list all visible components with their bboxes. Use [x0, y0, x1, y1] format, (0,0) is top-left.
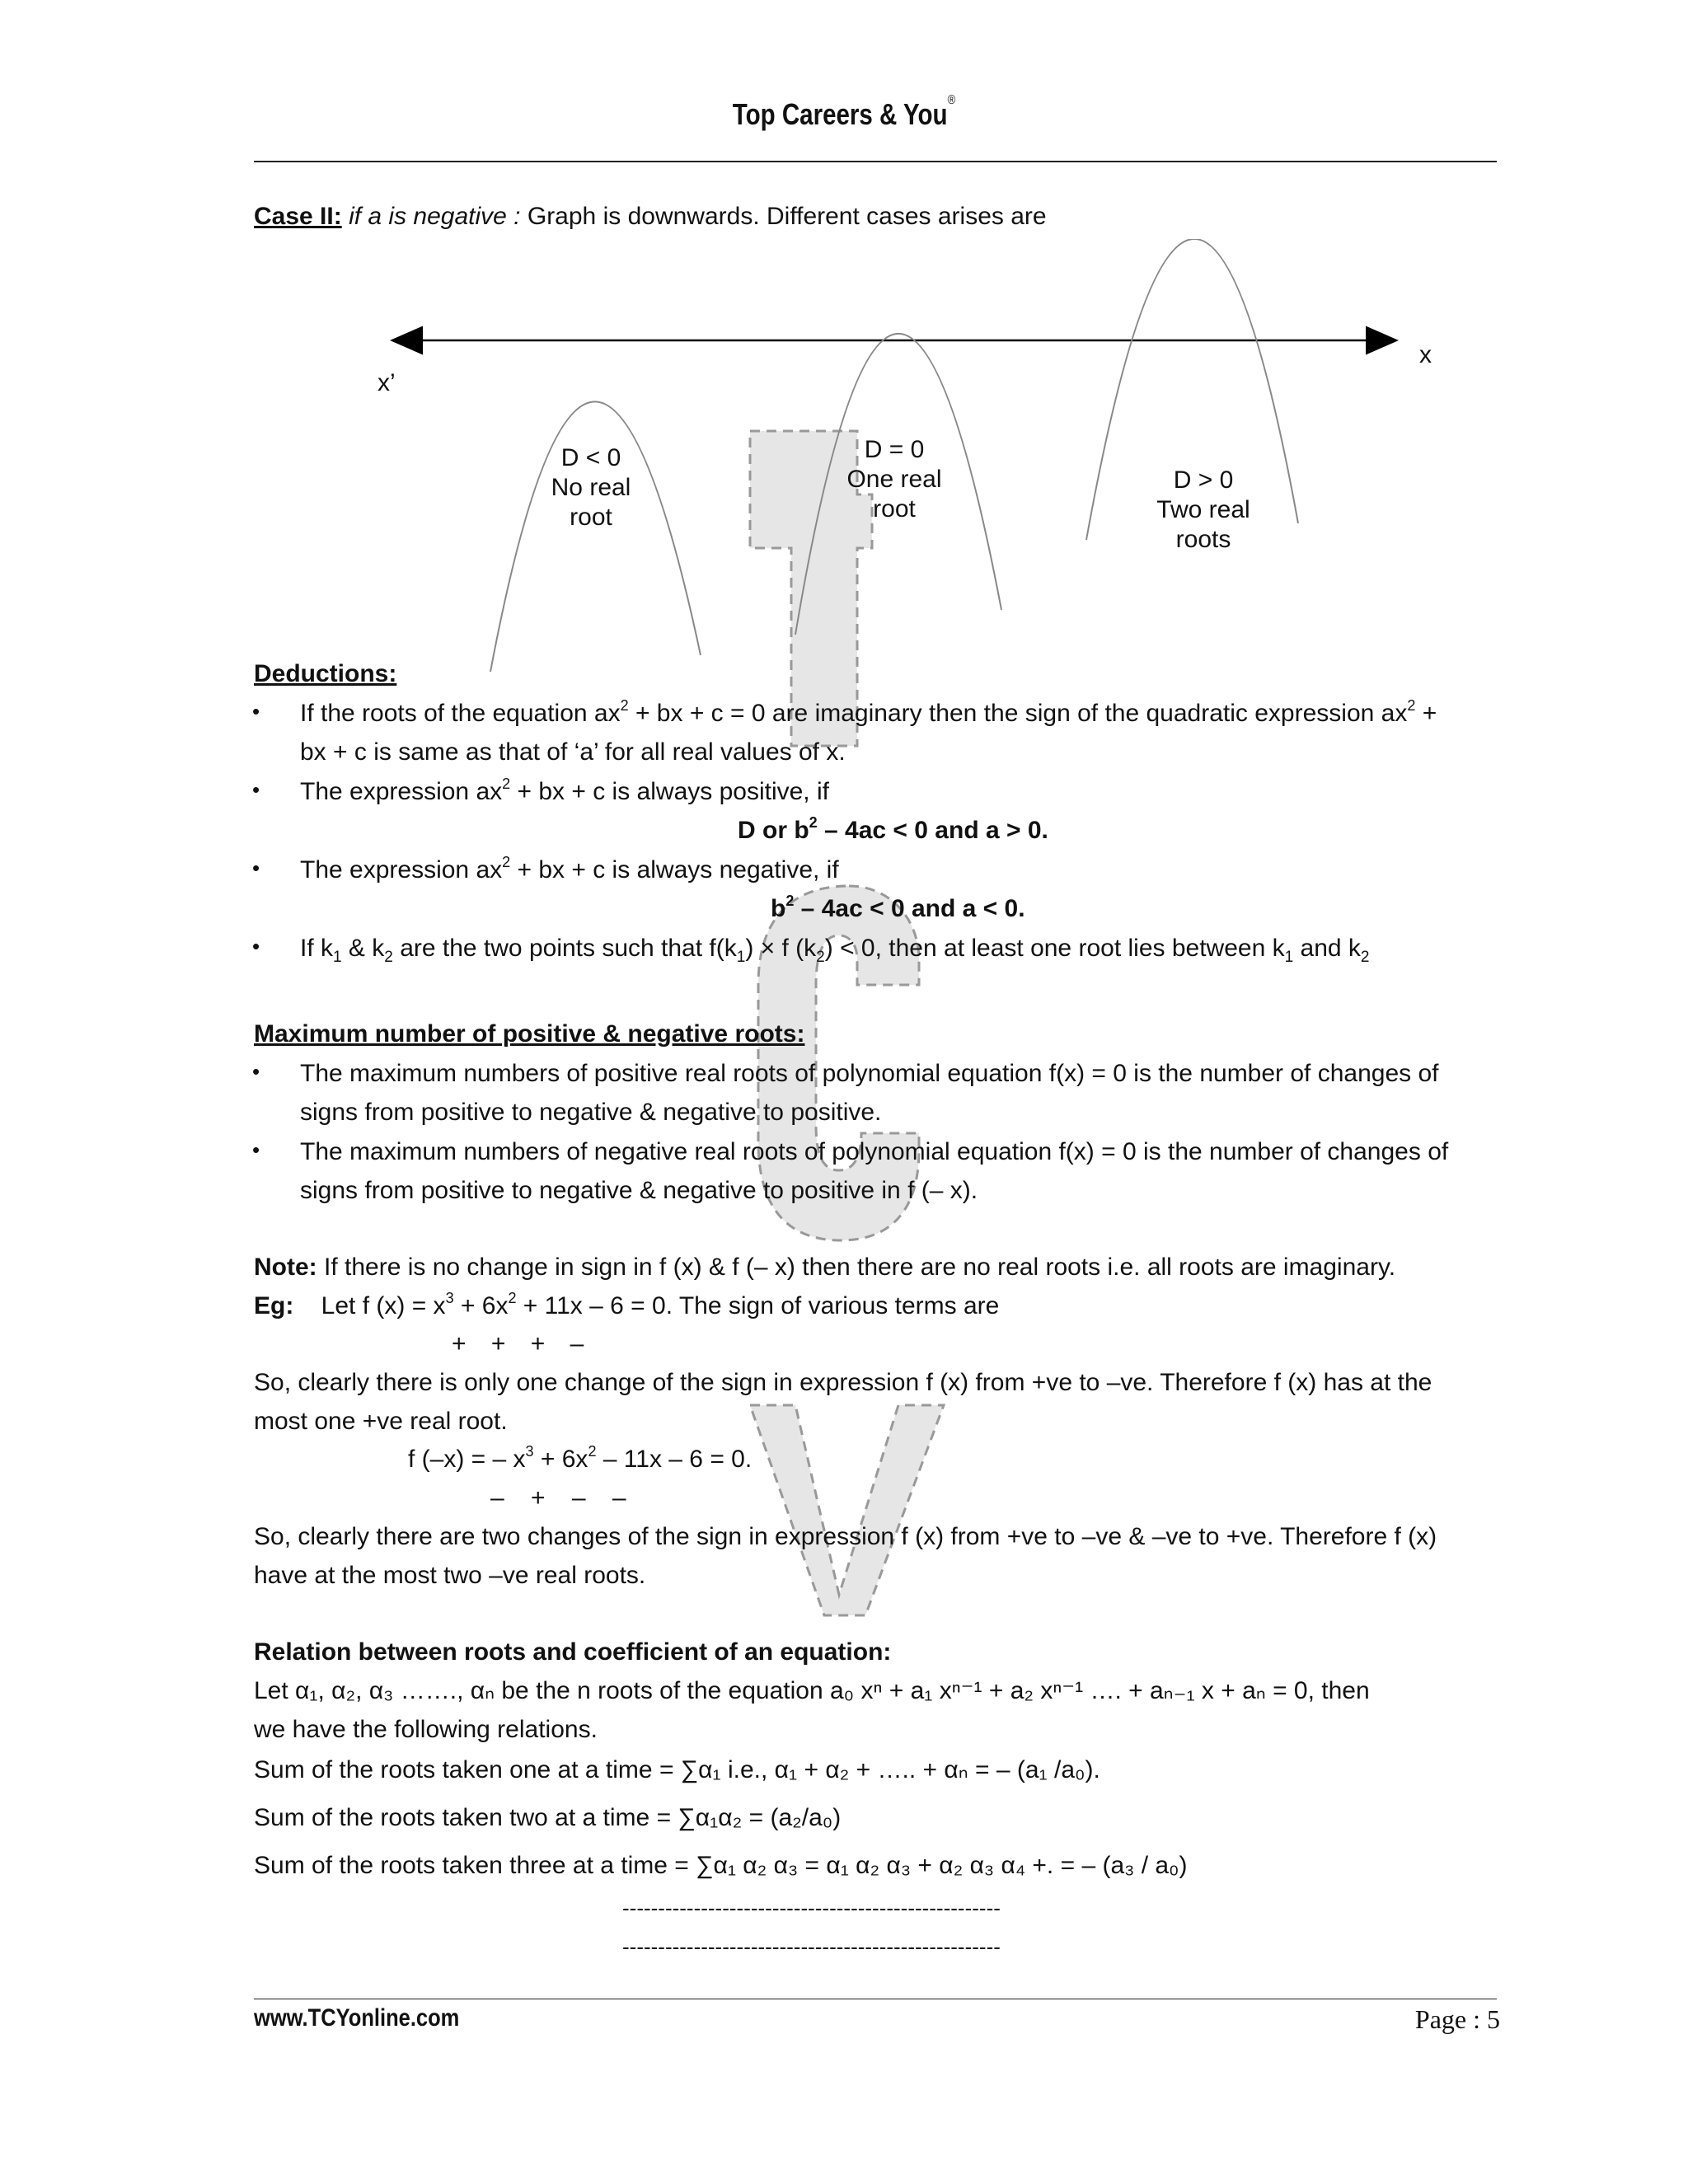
curve-label-two-roots: D > 0 Two real roots — [1156, 466, 1250, 553]
footer-website-link[interactable]: www.TCYonline.com — [254, 2004, 460, 2032]
bullet-icon: • — [252, 777, 260, 802]
deduction-4: If $k_1$ & $k_2$ are the two points such that $f(k_1) \times f$ $(k_2) < 0$, then at least one root lies between $k_1$ and $k_2$ — [300, 935, 1370, 966]
sum-three-at-a-time: Sum of the roots taken three at a time = ∑α₁ α₂ α₃ = α₁ α₂ α₃ + α₂ α₃ α₄ +. = – (a₃ / a₀) — [254, 1852, 1188, 1879]
deduction-1: If the roots of the equation $ax^2$ + bx + c = 0 are imaginary then the sign of the quadratic expression $ax^2$ + — [300, 697, 1437, 727]
header-title: Top Careers & You® — [732, 93, 956, 131]
bullet-icon: • — [252, 1137, 260, 1162]
relation-let-line: Let α₁, α₂, α₃ ……., αₙ be the n roots of the equation a₀ xⁿ + a₁ xⁿ⁻¹ + a₂ xⁿ⁻¹ …. + aₙ₋₁ x + aₙ = 0, then — [254, 1677, 1370, 1704]
curve-label-one-root: D = 0 One real root — [846, 436, 942, 523]
dashed-separator: ----------------------------------------------------- — [622, 1896, 1001, 1920]
signs-row-1: + + + – — [452, 1330, 584, 1357]
dashed-separator: ----------------------------------------------------- — [622, 1934, 1001, 1959]
maxroots-heading: Maximum number of positive & negative roots: — [254, 1020, 805, 1047]
deductions-heading: Deductions: — [254, 660, 397, 687]
so-two-changes-line2: have at the most two –ve real roots. — [254, 1562, 646, 1589]
example-line: Eg: Let f $(x) = x^3 + 6x^2 + 11x - 6 = 0$. The sign of various terms are — [254, 1290, 1000, 1319]
maxroots-1-line2: signs from positive to negative & negative to positive. — [300, 1099, 882, 1126]
maxroots-2-line1: The maximum numbers of negative real roots of polynomial equation f(x) = 0 is the number of changes of — [300, 1138, 1449, 1165]
maxroots-2-line2: signs from positive to negative & negative to positive in f (– x). — [300, 1177, 978, 1204]
so-one-change-line2: most one +ve real root. — [254, 1408, 508, 1435]
signs-row-2: – + – – — [490, 1484, 626, 1511]
x-label: x — [1419, 341, 1432, 368]
page-number: Page : 5 — [1414, 2004, 1500, 2034]
case2-line: Case II: if a is negative : Graph is downwards. Different cases arises are — [254, 203, 1047, 230]
header-rule — [254, 161, 1497, 162]
so-two-changes-line1: So, clearly there are two changes of the sign in expression f (x) from +ve to –ve & –ve to +ve. Therefore f (x) — [254, 1523, 1437, 1550]
relation-line2: we have the following relations. — [254, 1716, 598, 1743]
deduction-2: The expression $ax^2$ + bx + c is always positive, if — [300, 776, 829, 805]
curve-label-no-root: D < 0 No real root — [551, 444, 631, 531]
bullet-icon: • — [252, 1059, 260, 1084]
bullet-icon: • — [252, 855, 260, 880]
formula-negative: $b^2 - 4ac < 0$ and a < 0. — [771, 893, 1025, 922]
formula-positive: D or $b^2 - 4ac < 0$ and a > 0. — [738, 814, 1048, 844]
note-line: Note: If there is no change in sign in f (x) & f (– x) then there are no real roots i.e. all roots are imaginary. — [254, 1254, 1396, 1281]
watermark-letter-y — [750, 1405, 944, 1615]
bullet-icon: • — [252, 699, 260, 724]
sum-one-at-a-time: Sum of the roots taken one at a time = ∑α₁ i.e., α₁ + α₂ + ….. + αₙ = – (a₁ /a₀). — [254, 1756, 1100, 1783]
deduction-3: The expression $ax^2$ + bx + c is always negative, if — [300, 854, 839, 883]
bullet-icon: • — [252, 934, 260, 958]
relation-heading: Relation between roots and coefficient of an equation: — [254, 1638, 892, 1666]
f-neg-x-line: f (–x) = – $x^3 + 6x^2 - 11x - 6 = 0$. — [408, 1443, 753, 1473]
maxroots-1-line1: The maximum numbers of positive real roots of polynomial equation f(x) = 0 is the number of changes of — [300, 1060, 1439, 1087]
sum-two-at-a-time: Sum of the roots taken two at a time = ∑α₁α₂ = (a₂/a₀) — [254, 1804, 842, 1831]
deduction-1-line2: bx + c is same as that of ‘a’ for all real values of x. — [300, 738, 846, 766]
parabola-no-root — [490, 401, 701, 672]
x-prime-label: x’ — [377, 369, 396, 396]
so-one-change-line1: So, clearly there is only one change of the sign in expression f (x) from +ve to –ve. Therefore f (x) has at the — [254, 1369, 1432, 1396]
